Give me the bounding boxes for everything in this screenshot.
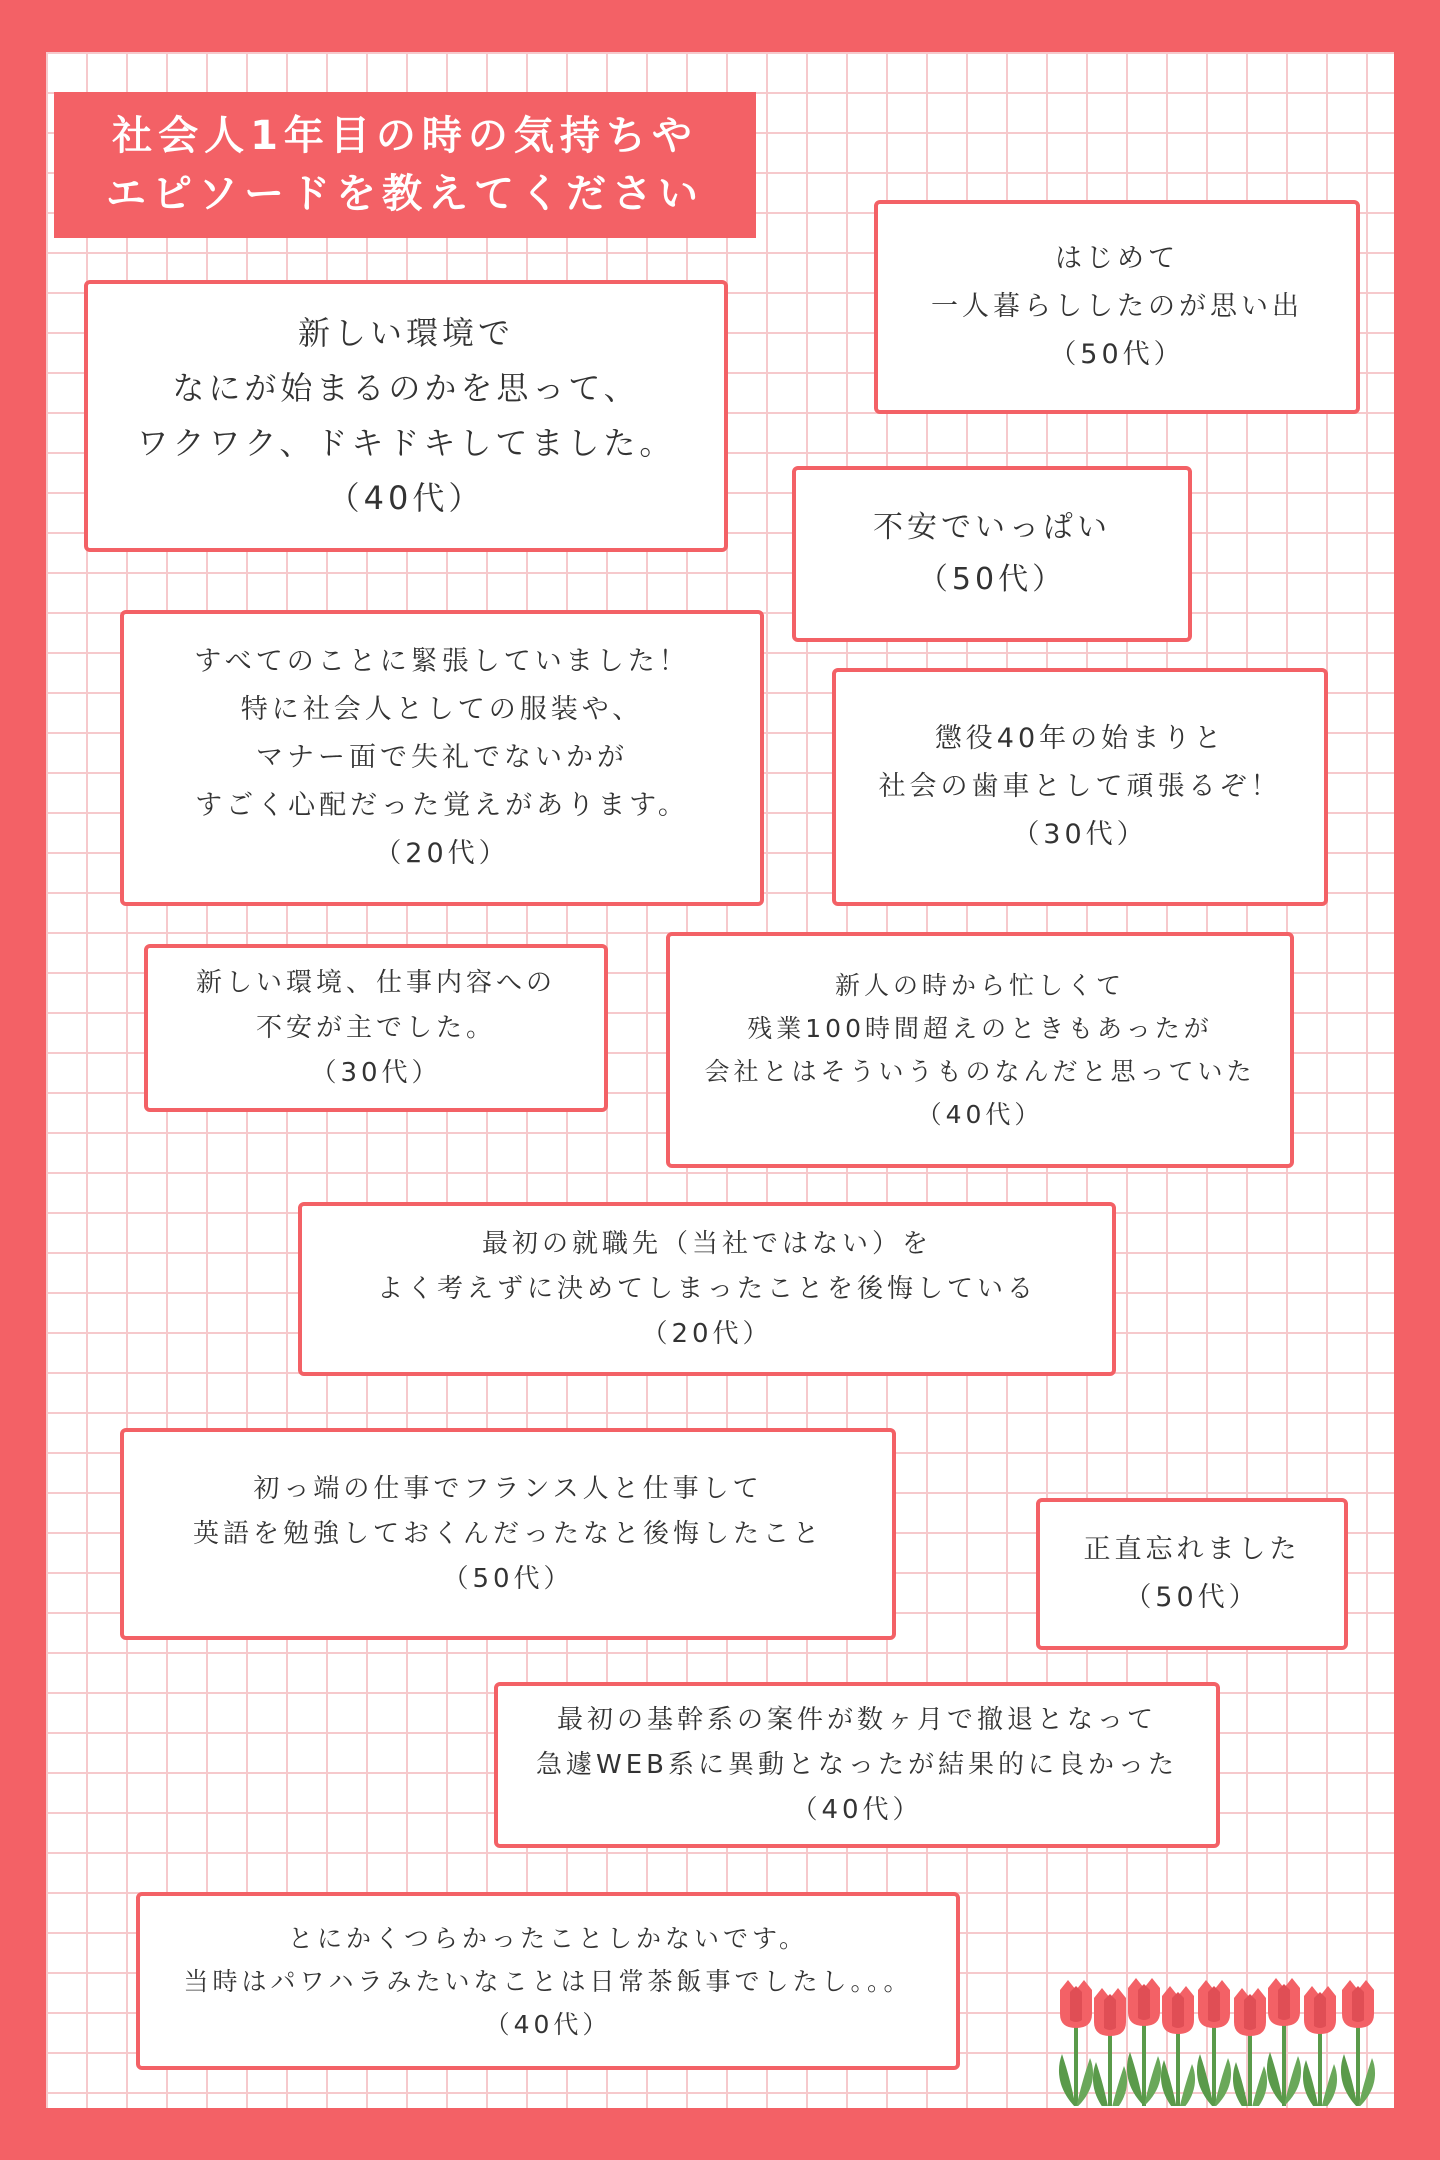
comment-age: （30代） — [310, 1057, 442, 1088]
comment-line: 急遽WEB系に異動となったが結果的に良かった — [536, 1749, 1178, 1780]
comment-line: 会社とはそういうものなんだと思っていた — [704, 1057, 1256, 1086]
comment-line: なにが始まるのかを思って、 — [172, 369, 640, 407]
comment-age: （50代） — [1124, 1582, 1260, 1613]
comment-line: 一人暮らししたのが思い出 — [931, 291, 1303, 322]
comment-line: 不安でいっぱい — [873, 510, 1111, 545]
tulip-icon — [1267, 1978, 1301, 2106]
tulip-icon — [1093, 1988, 1127, 2106]
comment-line: 特に社会人としての服装や、 — [240, 694, 644, 725]
comment-age: （40代） — [484, 2009, 612, 2039]
comment-age: （40代） — [916, 1100, 1044, 1129]
comment-line: すごく心配だった覚えがあります。 — [195, 790, 689, 821]
page-title-line-2: エピソードを教えてください — [106, 171, 704, 217]
comment-age: （20代） — [641, 1318, 773, 1349]
comment-card — [84, 280, 728, 552]
comment-card — [874, 200, 1360, 414]
comment-line: よく考えずに決めてしまったことを後悔している — [376, 1273, 1037, 1304]
comment-line: とにかくつらかったことしかないです。 — [287, 1923, 808, 1953]
comment-card — [144, 944, 608, 1112]
comment-line: 正直忘れました — [1083, 1534, 1301, 1565]
comment-age: （40代） — [327, 479, 485, 517]
comment-line: 残業100時間超えのときもあったが — [747, 1014, 1213, 1043]
comment-line: 新人の時から忙しくて — [834, 971, 1125, 1000]
comment-line: 最初の基幹系の案件が数ヶ月で撤退となって — [556, 1704, 1157, 1735]
page-title — [54, 92, 756, 238]
comment-line: 懲役40年の始まりと — [934, 723, 1226, 754]
comment-line: すべてのことに緊張していました！ — [194, 646, 690, 677]
tulip-icon — [1341, 1980, 1375, 2106]
comment-age: （50代） — [917, 562, 1067, 597]
tulip-icon — [1197, 1980, 1231, 2106]
comment-card — [792, 466, 1192, 642]
comment-age: （20代） — [374, 838, 510, 869]
comment-line: 初っ端の仕事でフランス人と仕事して — [253, 1473, 763, 1504]
comment-age: （50代） — [442, 1563, 574, 1594]
comment-line: はじめて — [1055, 243, 1179, 274]
comment-card — [1036, 1498, 1348, 1650]
comment-card — [136, 1892, 960, 2070]
comment-line: 英語を勉強しておくんだったなと後悔したこと — [192, 1518, 823, 1549]
comment-line: 新しい環境、仕事内容への — [195, 967, 556, 998]
comment-line: 当時はパワハラみたいなことは日常茶飯事でしたし。。。 — [183, 1966, 913, 1996]
comment-card — [494, 1682, 1220, 1848]
tulip-icon — [1127, 1978, 1161, 2106]
comment-line: ワクワク、ドキドキしてました。 — [136, 424, 676, 462]
comment-line: 不安が主でした。 — [255, 1012, 496, 1043]
comment-card — [832, 668, 1328, 906]
comment-line: 社会の歯車として頑張るぞ！ — [878, 771, 1282, 802]
page-title-line-1: 社会人1年目の時の気持ちや — [112, 113, 698, 159]
comment-age: （40代） — [791, 1794, 923, 1825]
comment-card — [120, 610, 764, 906]
comment-card — [298, 1202, 1116, 1376]
comment-card — [666, 932, 1294, 1168]
tulip-icon — [1059, 1980, 1093, 2106]
tulip-icon — [1161, 1986, 1195, 2106]
tulip-icon — [1303, 1986, 1337, 2106]
comment-card — [120, 1428, 896, 1640]
tulip-icon — [1233, 1988, 1267, 2106]
comment-line: 新しい環境で — [297, 314, 514, 352]
comment-age: （30代） — [1012, 819, 1148, 850]
comment-line: マナー面で失礼でないかが — [256, 742, 628, 773]
comment-age: （50代） — [1049, 339, 1185, 370]
comment-line: 最初の就職先（当社ではない）を — [481, 1228, 932, 1259]
tulips-decoration — [1058, 1976, 1388, 2106]
